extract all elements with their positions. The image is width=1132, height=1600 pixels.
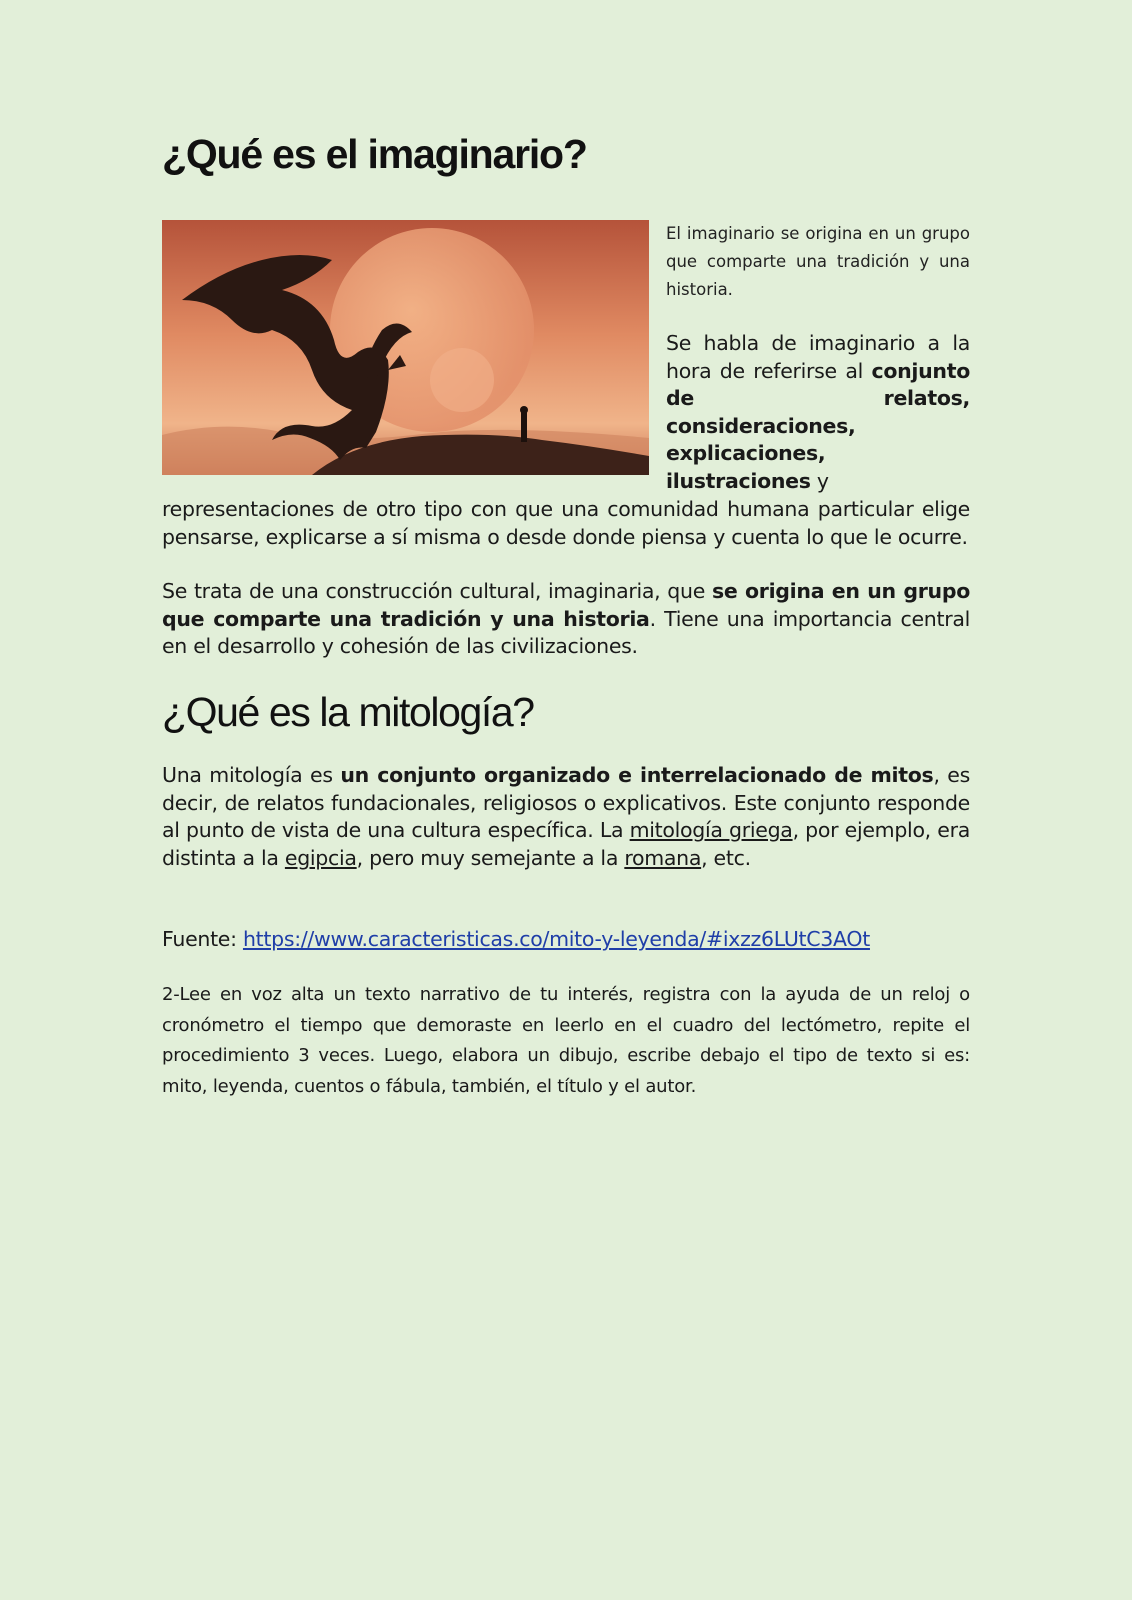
link-mitologia-griega[interactable]: mitología griega (629, 818, 793, 842)
source-label: Fuente: (162, 927, 243, 951)
paragraph-imaginario-cont: representaciones de otro tipo con que una comunidad humana particular elige pensarse, explicarse a sí misma o desde donde piensa y cuenta lo que le ocurre. (162, 497, 970, 549)
source-line (162, 926, 970, 954)
text-span: , etc. (701, 845, 751, 870)
bold-text: conjunto de relatos, consideraciones, explicaciones, ilustraciones (666, 358, 970, 493)
dragon-image (162, 220, 649, 475)
bold-text: se origina en un grupo que comparte una tradición y una historia (162, 579, 970, 631)
text-span: y (810, 468, 829, 493)
paragraph-construccion (162, 578, 970, 661)
paragraph-imaginario-start (666, 330, 970, 495)
text-span: , pero muy semejante a la (356, 845, 625, 870)
heading-mitologia: ¿Qué es la mitología? (162, 689, 534, 735)
link-egipcia[interactable]: egipcia (284, 845, 357, 870)
heading-imaginario: ¿Qué es el imaginario? (162, 131, 587, 177)
text-span: . Tiene una importancia central en el desarrollo y cohesión de las civilizaciones. (162, 606, 970, 658)
link-romana[interactable]: romana (624, 845, 702, 870)
text-span: Una mitología es (162, 763, 341, 787)
side-note: El imaginario se origina en un grupo que comparte una tradición y una historia. (666, 224, 970, 299)
task-instructions: 2-Lee en voz alta un texto narrativo de tu interés, registra con la ayuda de un reloj o cronómetro el tiempo que demoraste en leerlo en el cuadro del lectómetro, repite el procedimiento 3 veces. Luego, elabora un dibujo, escribe debajo el tipo de texto si es: mito, leyenda, cuentos o fábula, también, el título y el autor. (162, 984, 970, 1097)
text-span: Se trata de una construcción cultural, imaginaria, que (162, 579, 712, 603)
dragon-illustration-icon (162, 220, 649, 475)
text-span: , es decir, de relatos fundacionales, religiosos o explicativos. Este conjunto responde al punto de vista de una cultura específica. La (162, 763, 970, 842)
paragraph-mitologia (162, 762, 970, 872)
text-span: Se habla de imaginario a la hora de referirse al (666, 331, 970, 383)
source-link[interactable]: https://www.caracteristicas.co/mito-y-leyenda/#ixzz6LUtC3AOt (242, 927, 870, 951)
text-span: , por ejemplo, era distinta a la (162, 818, 970, 870)
bold-text: un conjunto organizado e interrelacionado de mitos (340, 763, 934, 787)
